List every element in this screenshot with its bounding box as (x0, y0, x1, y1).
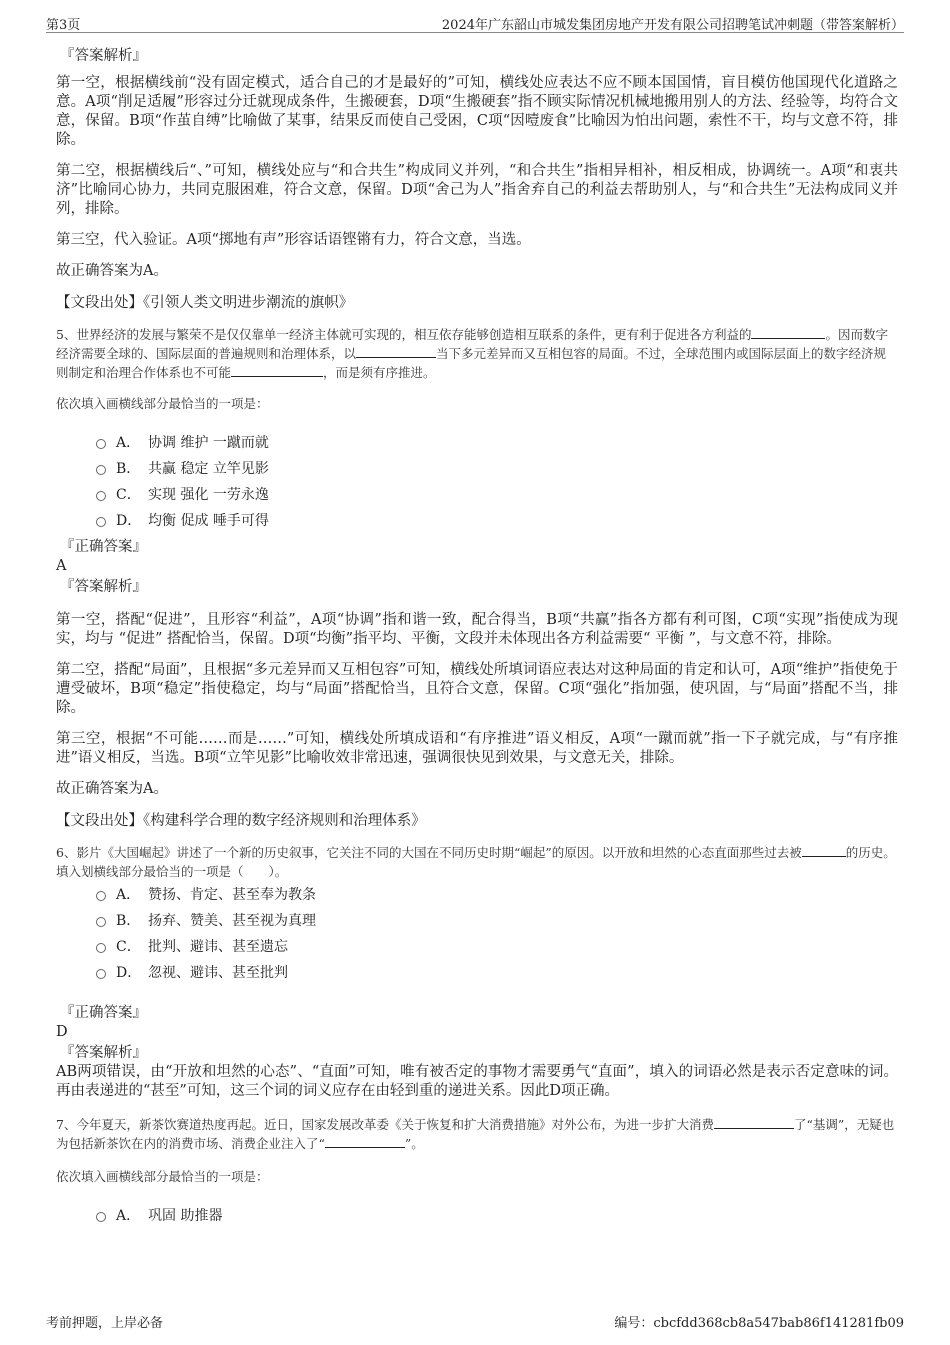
analysis-paragraph: AB两项错误，由“开放和坦然的心态”、“直面”可知，唯有被否定的事物才需要勇气“直面”，填入的词语必然是表示否定意味的词。再由表递进的“甚至”可知，这三个词的词义应存在由轻到重的递进关系。因此D项正确。 (56, 1064, 898, 1099)
question-text: 5、世界经济的发展与繁荣不是仅仅靠单一经济主体就可实现的，相互依存能够创造相互联系的条件，更有利于促进各方利益的 (56, 327, 752, 342)
radio-icon[interactable] (96, 517, 106, 527)
question-instruction: 依次填入画横线部分最恰当的一项是： (56, 396, 269, 411)
page-footer (46, 1312, 904, 1334)
page-content (56, 46, 898, 1228)
question-5-stem (56, 325, 898, 382)
radio-icon[interactable] (96, 491, 106, 501)
analysis-paragraph: 第一空，搭配“促进”，且形容“利益”，A项“协调”指和谐一致，配合得当，B项“共赢”指各方都有利可图，C项“实现”指使成为现实，均与 “促进” 搭配恰当，保留。D项“均衡”指平均、平衡，文段并未体现出各方利益需要“ 平衡 ”，与文意不符，排除。 (56, 612, 898, 647)
radio-icon[interactable] (96, 465, 106, 475)
correct-answer: A (56, 558, 67, 574)
question-instruction: 依次填入画横线部分最恰当的一项是： (56, 1169, 269, 1184)
option-d[interactable]: D． 均衡 促成 唾手可得 (96, 507, 898, 533)
document-title: 2024年广东韶山市城发集团房地产开发有限公司招聘笔试冲刺题（带答案解析） (441, 18, 904, 33)
option-d[interactable]: D． 忽视、避讳、甚至批判 (96, 959, 898, 985)
option-b[interactable]: B． 共赢 稳定 立竿见影 (96, 455, 898, 481)
analysis-conclusion: 故正确答案为A。 (56, 781, 168, 797)
question-5-options (96, 429, 898, 533)
question-6-options (96, 881, 898, 985)
answer-blank (356, 345, 436, 358)
radio-icon[interactable] (96, 439, 106, 449)
analysis-paragraph: 第三空，代入验证。A项“掷地有声”形容话语铿锵有力，符合文意，当选。 (56, 232, 531, 248)
question-7-stem (56, 1115, 898, 1153)
analysis-conclusion: 故正确答案为A。 (56, 263, 168, 279)
analysis-paragraph: 第一空，根据横线前“没有固定模式，适合自己的才是最好的”可知，横线处应表达不应不顾本国国情，盲目模仿他国现代化道路之意。A项“削足适履”形容过分迁就现成条件，生搬硬套，D项“生搬硬套”指不顾实际情况机械地搬用别人的方法、经验等，均符合文意，保留。B项“作茧自缚”比喻做了某事，结果反而使自己受困，C项“因噎废食”比喻因为怕出问题，索性不干，均与文意不符，排除。 (56, 75, 898, 148)
correct-answer-heading: 『正确答案』 (60, 539, 147, 555)
option-a[interactable]: A． 巩固 助推器 (96, 1202, 898, 1228)
radio-icon[interactable] (96, 969, 106, 979)
question-text: 。因而数字经济需要全球的、国际层面的普遍规则和治理体系，以 (56, 327, 888, 361)
page-number: 第3页 (46, 18, 81, 33)
question-text: ”。 (404, 1136, 424, 1151)
answer-blank (802, 844, 846, 857)
analysis-heading: 『答案解析』 (60, 48, 147, 64)
page-header (46, 12, 904, 33)
option-a[interactable]: A． 赞扬、肯定、甚至奉为教条 (96, 881, 898, 907)
radio-icon[interactable] (96, 943, 106, 953)
answer-blank (714, 1116, 794, 1129)
document-id: 编号：cbcfdd368cb8a547bab86f141281fb09 (614, 1316, 904, 1331)
question-6-stem (56, 843, 898, 862)
option-c[interactable]: C． 实现 强化 一劳永逸 (96, 481, 898, 507)
radio-icon[interactable] (96, 917, 106, 927)
question-instruction: 填入划横线部分最恰当的一项是（ ）。 (56, 864, 288, 879)
text-source: 【文段出处】《构建科学合理的数字经济规则和治理体系》 (56, 813, 426, 829)
question-text: 的历史。 (845, 845, 896, 860)
question-text: ，而是须有序推进。 (323, 365, 436, 380)
answer-blank (325, 1135, 405, 1148)
analysis-paragraph: 第二空，搭配“局面”，且根据“多元差异而又互相包容”可知，横线处所填词语应表达对这种局面的肯定和认可，A项“维护”指使免于遭受破坏，B项“稳定”指使稳定，均与“局面”搭配恰当，且符合文意，保留。C项“强化”指加强，使巩固，与“局面”搭配不当，排除。 (56, 662, 898, 716)
footer-slogan: 考前押题，上岸必备 (46, 1316, 164, 1331)
question-7-options (96, 1202, 898, 1228)
analysis-paragraph: 第三空，根据“不可能……而是……”可知，横线处所填成语和“有序推进”语义相反，A项“一蹴而就”指一下子就完成，与“有序推进”语义相反，当选。B项“立竿见影”比喻收效非常迅速，强调很快见到效果，与文意无关，排除。 (56, 731, 898, 766)
question-text: 7、今年夏天，新茶饮赛道热度再起。近日，国家发展改革委《关于恢复和扩大消费措施》对外公布，为进一步扩大消费 (56, 1117, 714, 1132)
answer-blank (231, 364, 323, 377)
option-c[interactable]: C． 批判、避讳、甚至遗忘 (96, 933, 898, 959)
correct-answer: D (56, 1024, 68, 1040)
answer-blank (751, 326, 825, 339)
option-a[interactable]: A． 协调 维护 一蹴而就 (96, 429, 898, 455)
question-text: 了“基调”，无疑也为包括新茶饮在内的消费市场、消费企业注入了“ (56, 1117, 895, 1151)
analysis-paragraph: 第二空，根据横线后“、”可知，横线处应与“和合共生”构成同义并列，“和合共生”指相异相补，相反相成，协调统一。A项“和衷共济”比喻同心协力，共同克服困难，符合文意，保留。D项“舍己为人”指舍弃自己的利益去帮助别人，与“和合共生”无法构成同义并列，排除。 (56, 163, 898, 217)
question-text: 当下多元差异而又互相包容的局面。不过，全球范围内或国际层面上的数字经济规则制定和治理合作体系也不可能 (56, 346, 887, 380)
radio-icon[interactable] (96, 1212, 106, 1222)
correct-answer-heading: 『正确答案』 (60, 1005, 147, 1021)
option-b[interactable]: B． 扬弃、赞美、甚至视为真理 (96, 907, 898, 933)
analysis-heading: 『答案解析』 (60, 1045, 147, 1061)
analysis-heading: 『答案解析』 (60, 579, 147, 595)
radio-icon[interactable] (96, 891, 106, 901)
text-source: 【文段出处】《引领人类文明进步潮流的旗帜》 (56, 295, 354, 311)
question-text: 6、影片《大国崛起》讲述了一个新的历史叙事，它关注不同的大国在不同历史时期“崛起”的原因。以开放和坦然的心态直面那些过去被 (56, 845, 802, 860)
